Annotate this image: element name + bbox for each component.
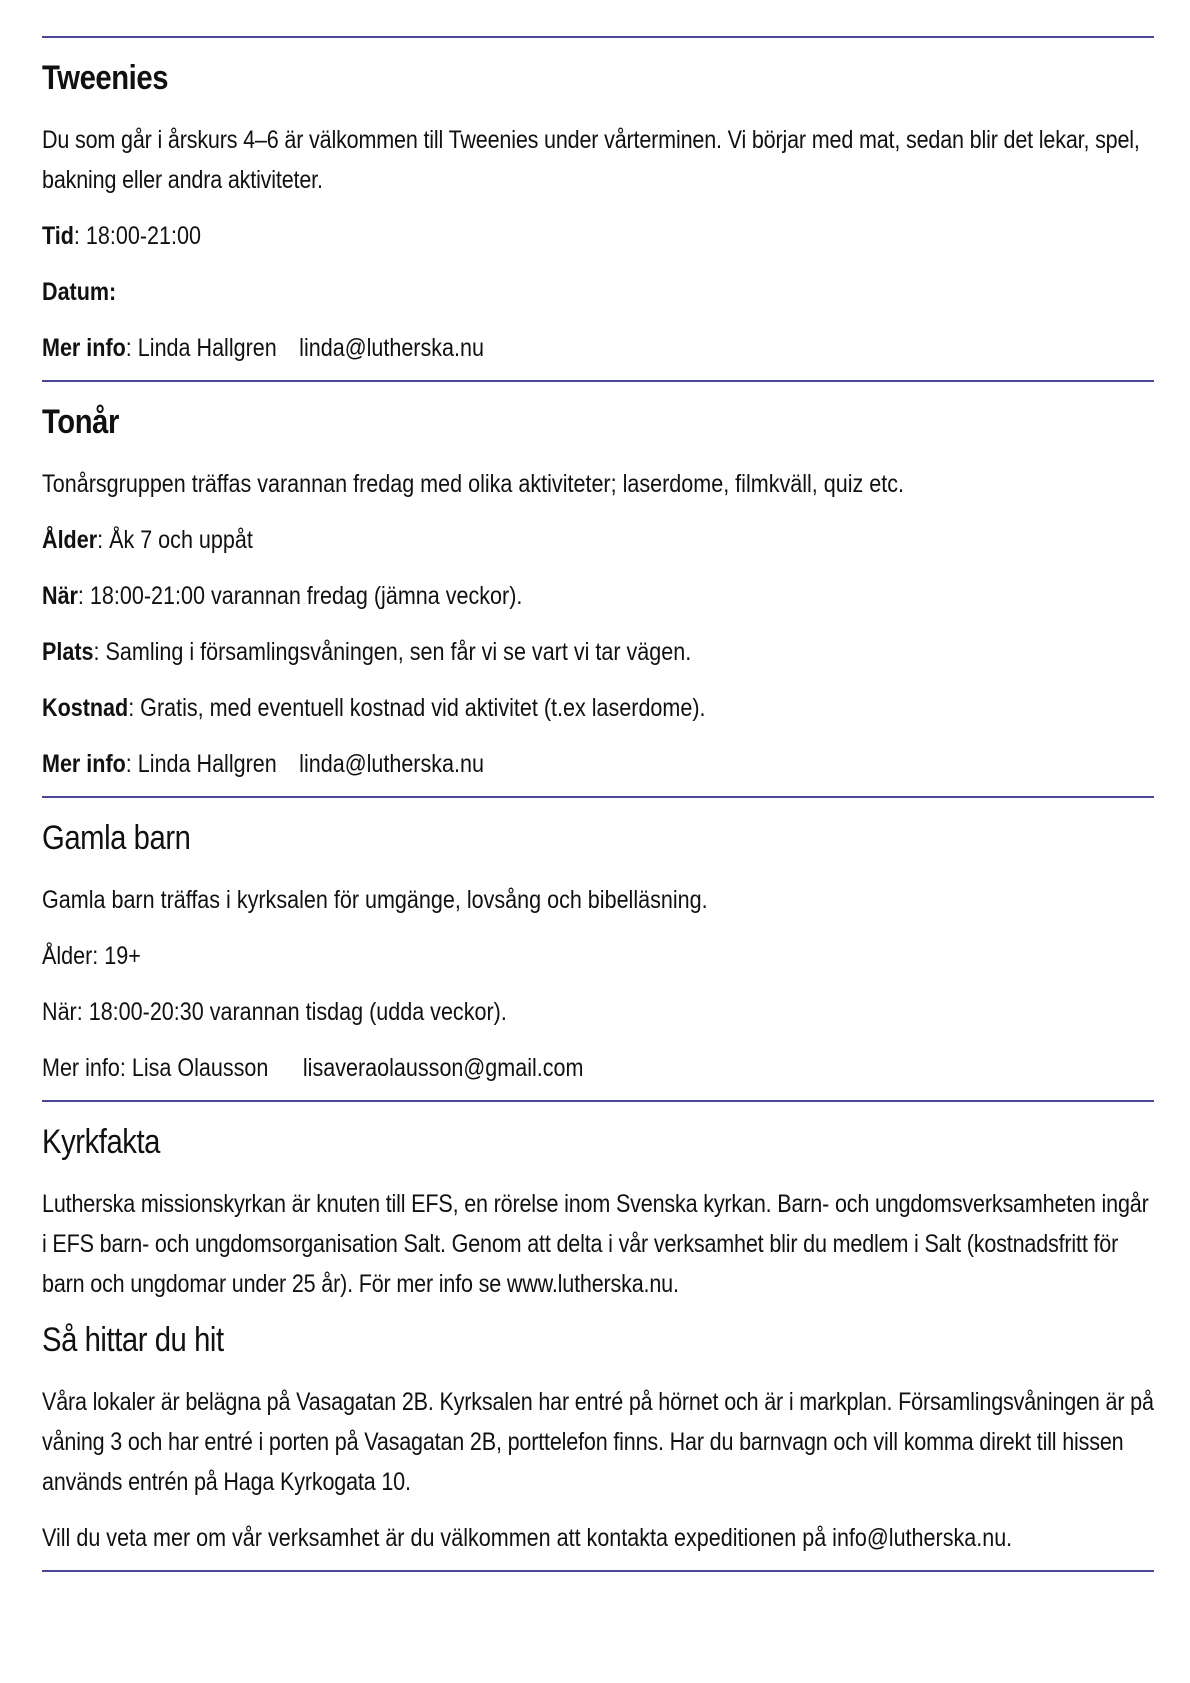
place-label: Plats [42, 638, 94, 666]
section-description: Du som går i årskurs 4–6 är välkommen till Tweenies under vårterminen. Vi börjar med mat, sedan blir det lekar, spel, bakning eller andra aktiviteter. [42, 126, 1140, 194]
contact-name: Linda Hallgren [137, 750, 277, 778]
section-description: Gamla barn träffas i kyrksalen för umgänge, lovsång och bibelläsning. [42, 886, 708, 914]
age-label: Ålder: [42, 942, 99, 970]
info-row [42, 1048, 1001, 1088]
section-description: Tonårsgruppen träffas varannan fredag med olika aktiviteter; laserdome, filmkväll, quiz etc. [42, 470, 905, 498]
contact-email: linda@lutherska.nu [299, 334, 484, 362]
info-row: Mer info: Linda Hallgren linda@lutherska.nu [42, 750, 484, 778]
age-row [42, 936, 1001, 976]
contact-name: Linda Hallgren [137, 334, 277, 362]
info-label: Mer info: [42, 1054, 126, 1082]
section-title: Så hittar du hit [42, 1321, 224, 1359]
document-page [42, 36, 1154, 1572]
time-value: 18:00-21:00 [85, 222, 201, 250]
when-label: När [42, 582, 78, 610]
age-value: Åk 7 och uppåt [109, 526, 253, 554]
when-value: 18:00-21:00 varannan fredag (jämna veckor). [89, 582, 523, 610]
when-label: När: [42, 998, 83, 1026]
section-title: Gamla barn [42, 819, 191, 857]
contact-email: lisaveraolausson@gmail.com [302, 1054, 584, 1082]
section-body: Lutherska missionskyrkan är knuten till EFS, en rörelse inom Svenska kyrkan. Barn- och ungdomsverksamheten ingår i EFS barn- och ungdomsorganisation Salt. Genom att delta i vår verksamhet blir du medlem i Salt (kostnadsfritt för barn och ungdomar under 25 år). För mer info se www.lutherska.nu. [42, 1190, 1149, 1298]
age-label: Ålder [42, 526, 98, 554]
cost-label: Kostnad [42, 694, 129, 722]
info-label: Mer info [42, 750, 126, 778]
info-label: Mer info [42, 334, 126, 362]
section-title: Tonår [42, 403, 119, 441]
section-title: Kyrkfakta [42, 1123, 161, 1161]
section-tonar [42, 382, 1154, 784]
contact-line: Vill du veta mer om vår verksamhet är du välkommen att kontakta expeditionen på info@lutherska.nu. [42, 1524, 1013, 1552]
date-row [42, 272, 1001, 312]
section-kyrkfakta [42, 1102, 1154, 1304]
place-value: Samling i församlingsvåningen, sen får vi se vart vi tar vägen. [105, 638, 692, 666]
time-row: Tid: 18:00-21:00 [42, 222, 201, 250]
age-row: Ålder: Åk 7 och uppåt [42, 526, 253, 554]
when-row [42, 992, 1001, 1032]
place-row: Plats: Samling i församlingsvåningen, sen får vi se vart vi tar vägen. [42, 638, 692, 666]
date-label: Datum: [42, 278, 117, 306]
section-title: Tweenies [42, 59, 169, 97]
contact-name: Lisa Olausson [131, 1054, 269, 1082]
time-label: Tid [42, 222, 74, 250]
when-value: 18:00-20:30 varannan tisdag (udda veckor). [88, 998, 507, 1026]
cost-row: Kostnad: Gratis, med eventuell kostnad vid aktivitet (t.ex laserdome). [42, 694, 706, 722]
when-row: När: 18:00-21:00 varannan fredag (jämna veckor). [42, 582, 523, 610]
age-value: 19+ [104, 942, 141, 970]
contact-email: linda@lutherska.nu [299, 750, 484, 778]
section-gamla-barn [42, 798, 1154, 1088]
section-hitta [42, 1320, 1154, 1558]
divider [42, 1570, 1154, 1572]
cost-value: Gratis, med eventuell kostnad vid aktivitet (t.ex laserdome). [140, 694, 706, 722]
info-row: Mer info: Linda Hallgren linda@lutherska.nu [42, 334, 484, 362]
section-body: Våra lokaler är belägna på Vasagatan 2B. Kyrksalen har entré på hörnet och är i markplan. Församlingsvåningen är på våning 3 och har entré i porten på Vasagatan 2B, porttelefon finns. Har du barnvagn och vill komma direkt till hissen används entrén på Haga Kyrkogata 10. [42, 1388, 1154, 1496]
section-tweenies [42, 38, 1154, 368]
